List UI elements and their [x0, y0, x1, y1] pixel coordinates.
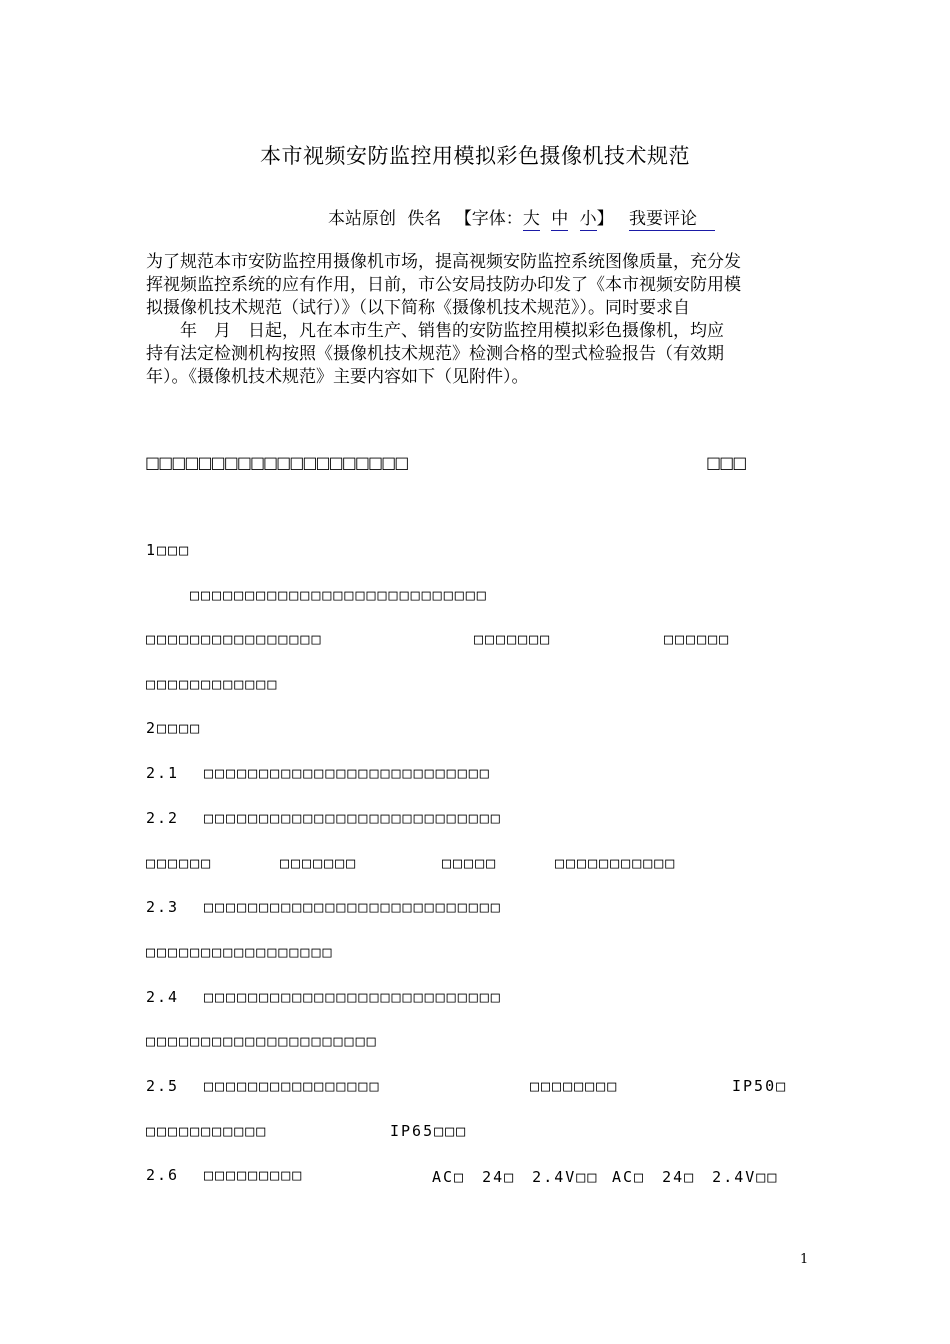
item-2-3-text: □□□□□□□□□□□□□□□□□□□□□□□□□□□: [204, 898, 502, 916]
byline: [328, 204, 715, 231]
section-1-text: □□□□□□: [664, 630, 731, 648]
font-size-open: 【字体：: [454, 209, 523, 229]
attachment-tag-garbled: □□□: [706, 453, 746, 472]
item-2-6-text: AC□ 24□ 2.4V□□: [612, 1168, 779, 1186]
item-2-4-text: □□□□□□□□□□□□□□□□□□□□□: [146, 1032, 378, 1050]
intro-line: 为了规范本市安防监控用摄像机市场，提高视频安防监控系统图像质量，充分发: [146, 252, 741, 272]
item-2-6-text: AC□ 24□ 2.4V□□: [432, 1168, 599, 1186]
intro-line: 持有法定检测机构按照《摄像机技术规范》检测合格的型式检验报告（有效期: [146, 344, 724, 364]
item-2-5-text: IP65□□□: [390, 1122, 468, 1140]
section-1-text: □□□□□□□: [474, 630, 552, 648]
item-2-2-text: □□□□□□□□□□□□□□□□□□□□□□□□□□□: [204, 809, 502, 827]
item-2-2-text: □□□□□□□: [280, 854, 358, 872]
font-size-large-link[interactable]: 大: [522, 209, 540, 229]
item-2-2-text: □□□□□□□□□□□: [555, 854, 677, 872]
item-2-5-text: □□□□□□□□: [530, 1077, 619, 1095]
font-size-close: 】: [596, 209, 614, 229]
section-1-text: □□□□□□□□□□□□□□□□: [146, 630, 323, 648]
section-1-heading: 1□□□: [146, 541, 191, 559]
font-size-small-link[interactable]: 小: [579, 209, 597, 229]
item-2-5-text: □□□□□□□□□□□□□□□□: [204, 1077, 381, 1095]
intro-line: 年）。《摄像机技术规范》主要内容如下（见附件）。: [146, 367, 529, 387]
attachment-title-garbled: □□□□□□□□□□□□□□□□□□□□: [145, 453, 408, 472]
page-number: 1: [800, 1252, 809, 1267]
intro-line: 挥视频监控系统的应有作用，日前，市公安局技防办印发了《本市视频安防用模: [146, 275, 741, 295]
item-2-5-text: IP50□: [732, 1077, 788, 1095]
item-2-2-text: □□□□□: [442, 854, 498, 872]
intro-paragraph: [146, 251, 814, 389]
item-2-2-number: 2.2: [146, 809, 180, 827]
intro-line: 拟摄像机技术规范（试行）》（以下简称《摄像机技术规范》）。同时要求自: [146, 298, 690, 318]
item-2-6-text: □□□□□□□□□: [204, 1166, 304, 1184]
source-label: 本站原创: [328, 209, 396, 229]
item-2-4-text: □□□□□□□□□□□□□□□□□□□□□□□□□□□: [204, 988, 502, 1006]
item-2-3-number: 2.3: [146, 898, 180, 916]
item-2-5-number: 2.5: [146, 1077, 180, 1095]
font-size-medium-link[interactable]: 中: [551, 209, 569, 229]
item-2-4-number: 2.4: [146, 988, 180, 1006]
comment-link[interactable]: 我要评论: [629, 204, 715, 231]
item-2-1-number: 2.1: [146, 764, 180, 782]
intro-line: 年 月 日起，凡在本市生产、销售的安防监控用模拟彩色摄像机，均应: [146, 321, 724, 341]
page-title: 本市视频安防监控用模拟彩色摄像机技术规范: [260, 144, 690, 168]
section-1-text: □□□□□□□□□□□□□□□□□□□□□□□□□□□: [190, 586, 488, 604]
item-2-1-text: □□□□□□□□□□□□□□□□□□□□□□□□□□: [204, 764, 491, 782]
section-1-text: □□□□□□□□□□□□: [146, 675, 279, 693]
section-2-heading: 2□□□□: [146, 719, 202, 737]
item-2-5-text: □□□□□□□□□□□: [146, 1122, 268, 1140]
item-2-3-text: □□□□□□□□□□□□□□□□□: [146, 943, 334, 961]
item-2-2-text: □□□□□□: [146, 854, 213, 872]
author-label: 佚名: [407, 209, 442, 229]
item-2-6-number: 2.6: [146, 1166, 180, 1184]
